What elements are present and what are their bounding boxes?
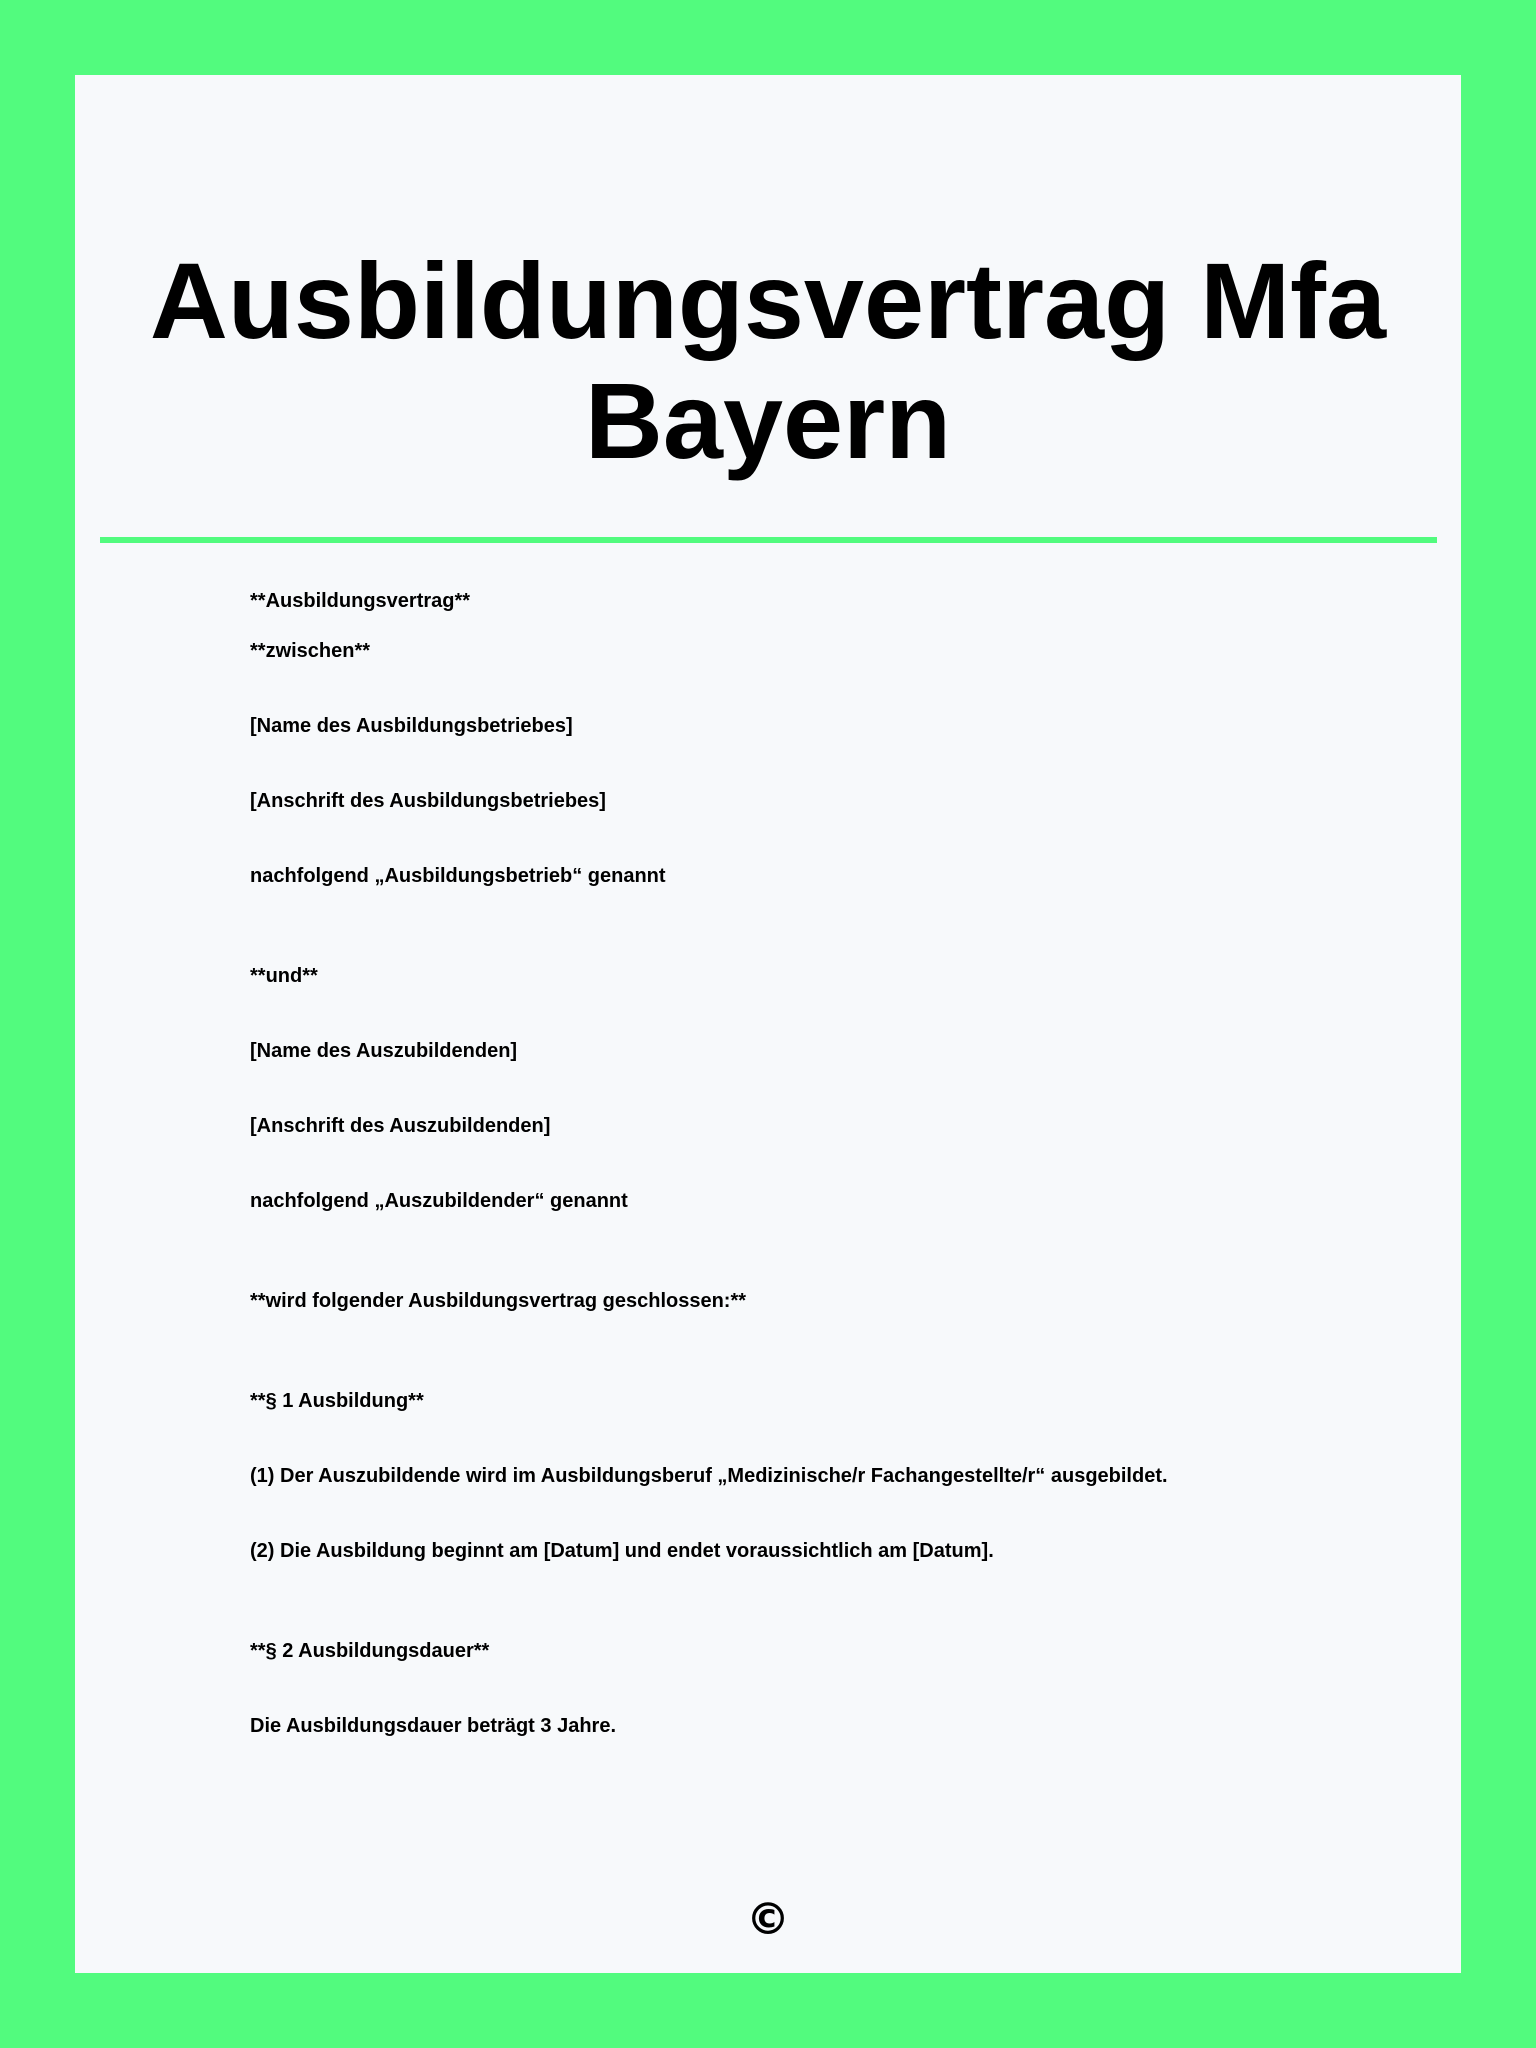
- section-2-heading: **§ 2 Ausbildungsdauer**: [250, 1640, 490, 1662]
- section-1-paragraph-2: (2) Die Ausbildung beginnt am [Datum] und endet voraussichtlich am [Datum].: [250, 1540, 994, 1562]
- text-company-designation: nachfolgend „Ausbildungsbetrieb“ genannt: [250, 865, 666, 887]
- document-title: Ausbildungsvertrag Mfa Bayern: [149, 240, 1387, 481]
- document-page: [75, 75, 1461, 1973]
- text-trainee-designation: nachfolgend „Auszubildender“ genannt: [250, 1190, 628, 1212]
- section-2-paragraph: Die Ausbildungsdauer beträgt 3 Jahre.: [250, 1715, 617, 1737]
- text-between: **zwischen**: [250, 640, 371, 662]
- field-company-address: [Anschrift des Ausbildungsbetriebes]: [250, 790, 606, 812]
- heading-contract: **Ausbildungsvertrag**: [250, 590, 471, 612]
- text-contract-concluded: **wird folgender Ausbildungsvertrag geschlossen:**: [250, 1290, 747, 1312]
- section-1-paragraph-1: (1) Der Auszubildende wird im Ausbildungsberuf „Medizinische/r Fachangestellte/r“ ausgebildet.: [250, 1465, 1168, 1487]
- text-and: **und**: [250, 965, 318, 987]
- field-trainee-name: [Name des Auszubildenden]: [250, 1040, 518, 1062]
- field-company-name: [Name des Ausbildungsbetriebes]: [250, 715, 573, 737]
- section-1-heading: **§ 1 Ausbildung**: [250, 1390, 424, 1412]
- field-trainee-address: [Anschrift des Auszubildenden]: [250, 1115, 551, 1137]
- copyright-icon: ©: [746, 1894, 790, 1945]
- title-divider: [100, 537, 1437, 543]
